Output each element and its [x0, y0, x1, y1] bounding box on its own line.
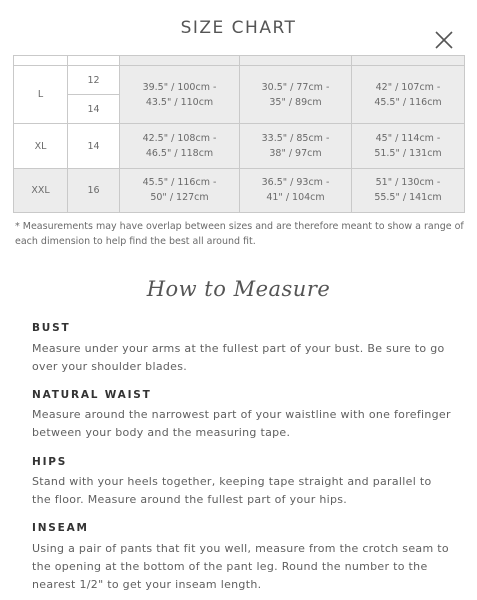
bust-range: 45.5" / 116cm - 50" / 127cm: [120, 168, 240, 212]
waist-range: 33.5" / 85cm - 38" / 97cm: [240, 124, 352, 168]
size-label: XXL: [14, 168, 68, 212]
bust-description: Measure under your arms at the fullest part of your bust. Be sure to go over your shoulder blades.: [32, 342, 445, 373]
natural-waist-description: Measure around the narrowest part of your waistline with one forefinger between your body and the measuring tape.: [32, 408, 451, 439]
bust-range: 39.5" / 100cm - 43.5" / 110cm: [120, 66, 240, 124]
size-label: XL: [14, 124, 68, 168]
measurement-footnote: * Measurements may have overlap between sizes and are therefore meant to show a range of each dimension to help find the best all around fit.: [15, 221, 464, 247]
hips-range: 42" / 107cm - 45.5" / 116cm: [352, 66, 465, 124]
size-number: 14: [68, 95, 120, 124]
size-number: 16: [68, 168, 120, 212]
waist-range: 30.5" / 77cm - 35" / 89cm: [240, 66, 352, 124]
how-to-measure-heading: How to Measure: [146, 277, 331, 301]
hips-description: Stand with your heels together, keeping tape straight and parallel to the floor. Measure around the fullest part of your hips.: [32, 475, 432, 506]
table-row: [14, 168, 465, 212]
hips-label: HIPS: [32, 456, 68, 468]
table-row: [14, 66, 465, 95]
size-number: 12: [68, 66, 120, 95]
size-chart-title: SIZE CHART: [180, 18, 297, 38]
size-chart-table: [13, 55, 465, 213]
hips-range: 51" / 130cm - 55.5" / 141cm: [352, 168, 465, 212]
hips-range: 45" / 114cm - 51.5" / 131cm: [352, 124, 465, 168]
table-row: [14, 56, 465, 66]
close-icon[interactable]: [433, 29, 455, 51]
size-label: L: [14, 66, 68, 124]
inseam-description: Using a pair of pants that fit you well, measure from the crotch seam to the opening at the bottom of the pant leg. Round the number to the nearest 1/2" to get your inseam length.: [32, 542, 449, 591]
bust-label: BUST: [32, 322, 71, 334]
waist-range: 36.5" / 93cm - 41" / 104cm: [240, 168, 352, 212]
bust-range: 42.5" / 108cm - 46.5" / 118cm: [120, 124, 240, 168]
size-number: 14: [68, 124, 120, 168]
table-row: [14, 124, 465, 168]
natural-waist-label: NATURAL WAIST: [32, 389, 152, 401]
inseam-label: INSEAM: [32, 522, 89, 534]
